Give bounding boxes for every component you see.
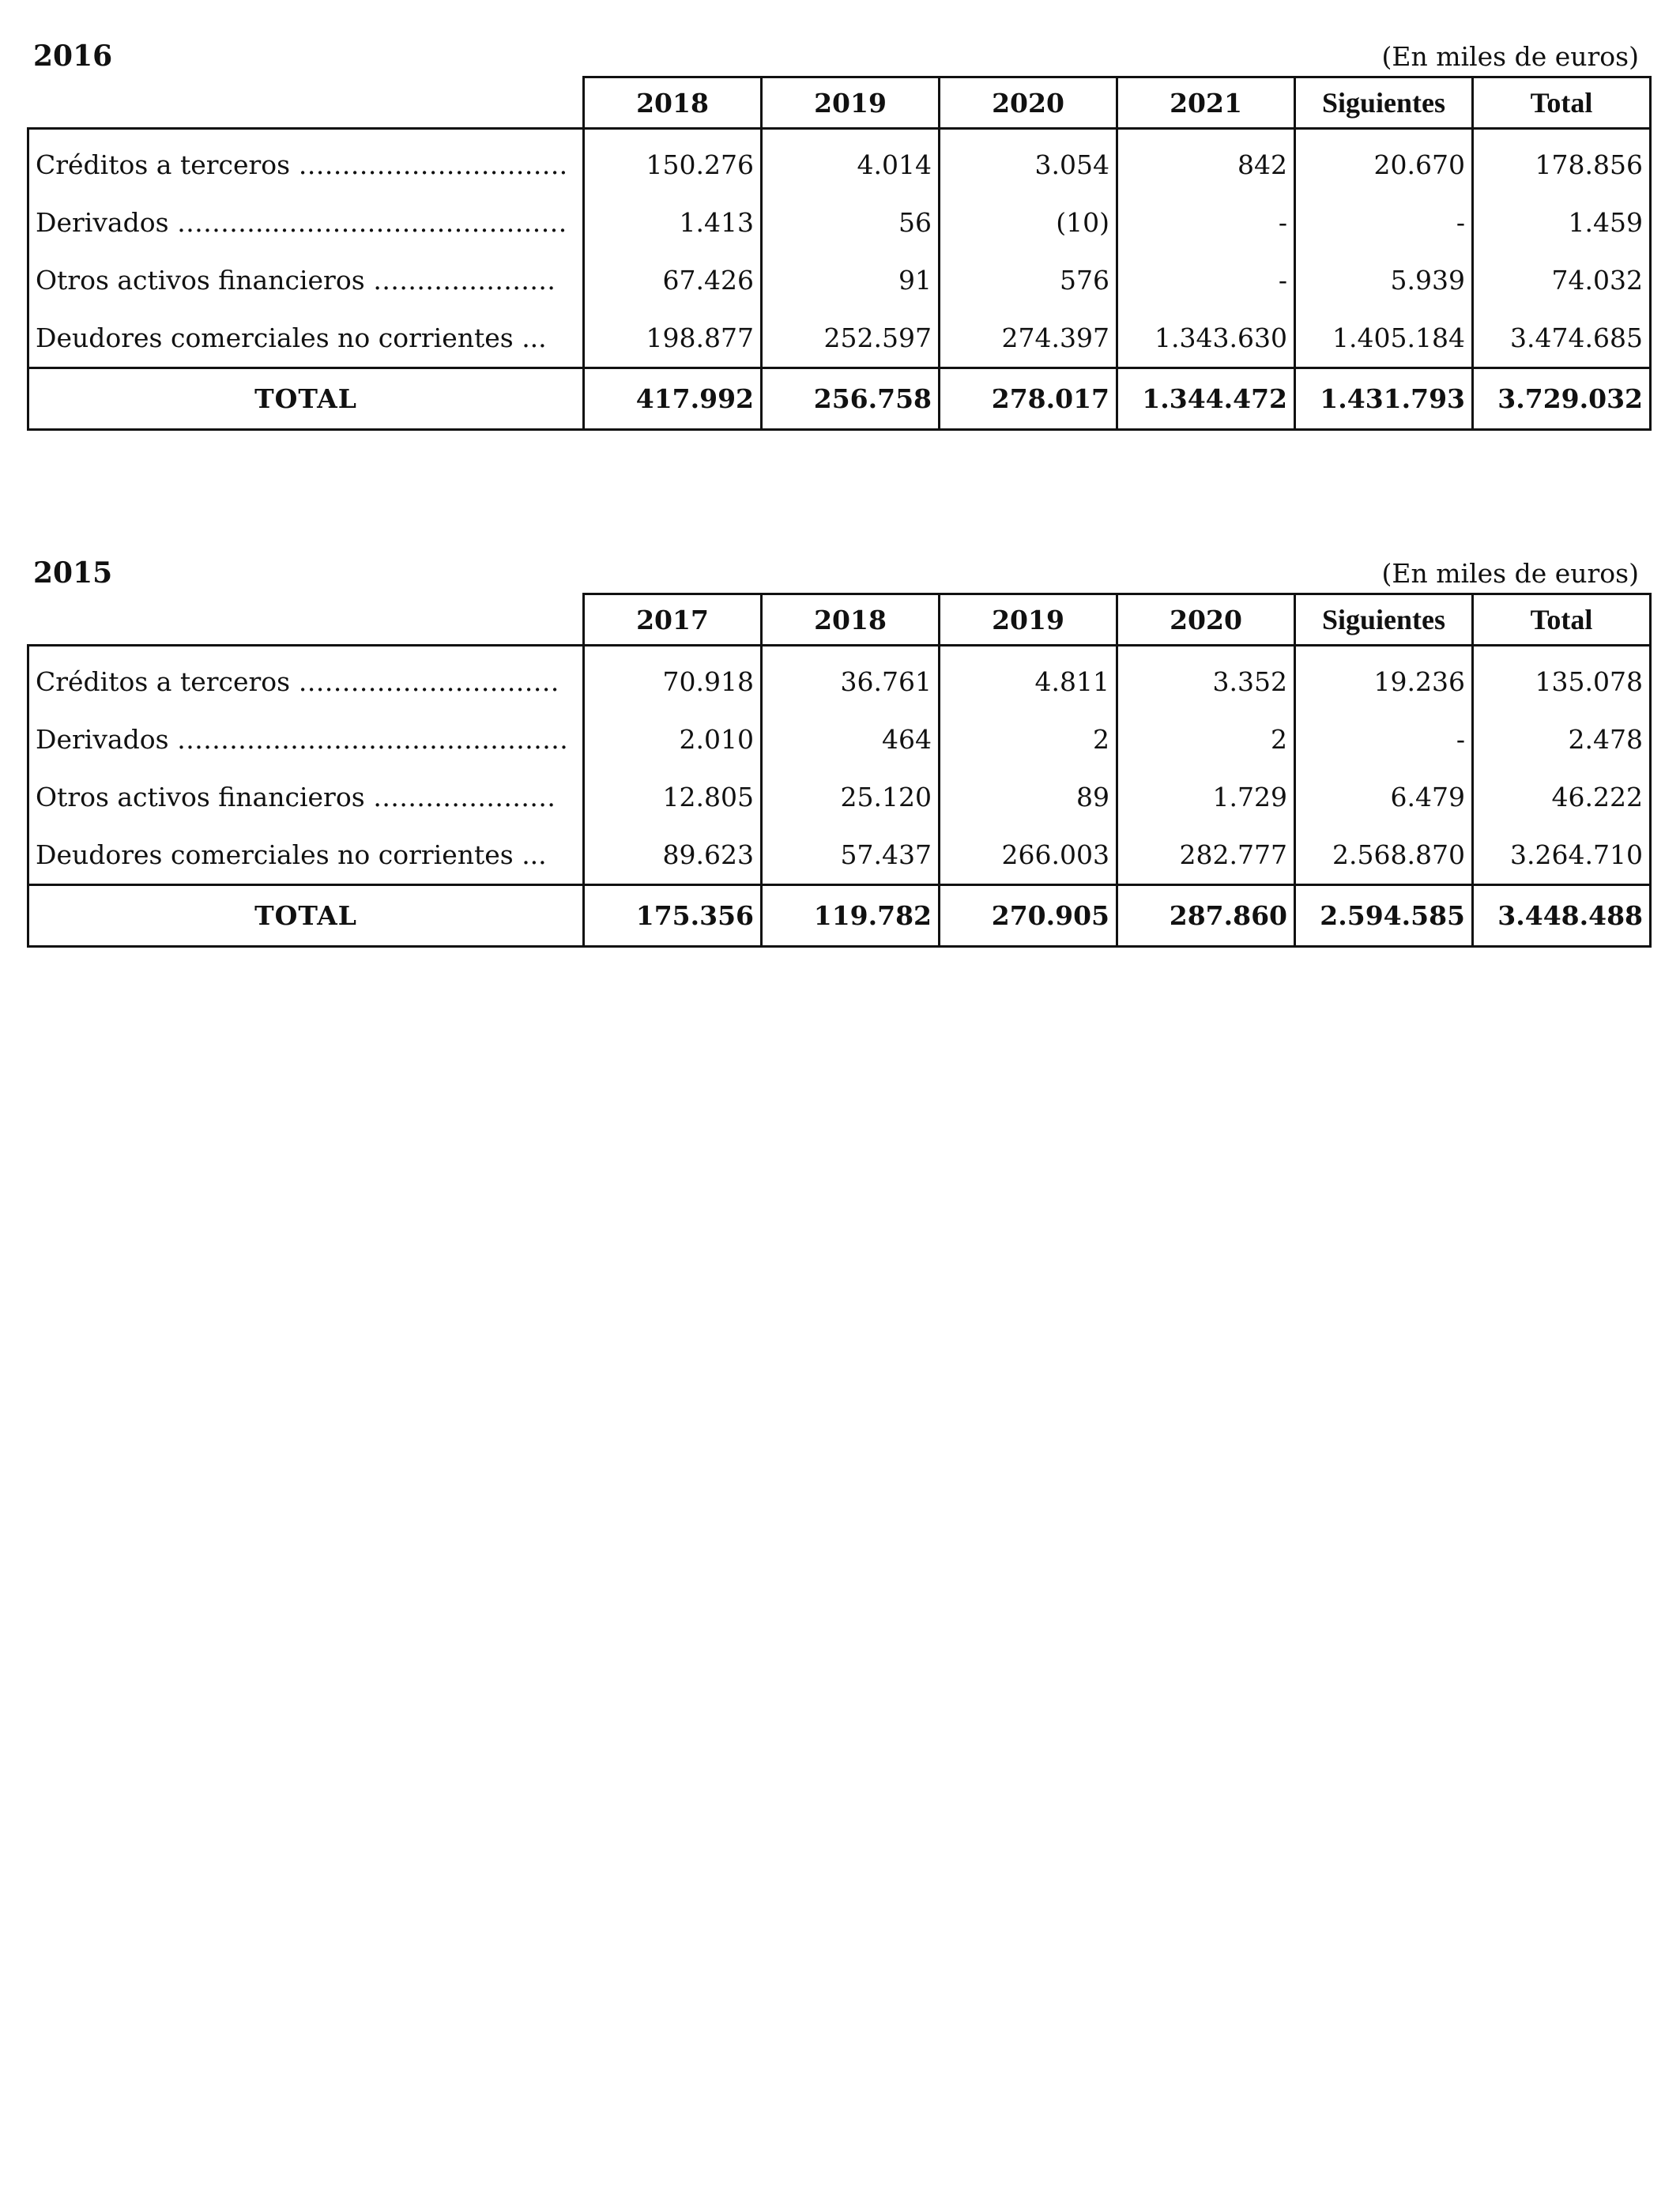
cell-value: 2	[1117, 711, 1295, 768]
cell-value: 3.474.685	[1473, 309, 1651, 368]
cell-value: -	[1117, 251, 1295, 309]
cell-value: -	[1295, 711, 1473, 768]
maturity-table	[27, 76, 1652, 431]
unit-note: (En miles de euros)	[1381, 41, 1639, 72]
column-header: Total	[1473, 77, 1651, 129]
cell-value: 464	[762, 711, 940, 768]
cell-value: 67.426	[584, 251, 762, 309]
cell-value: 150.276	[584, 129, 762, 194]
column-header: Siguientes	[1295, 594, 1473, 646]
cell-value: 274.397	[940, 309, 1117, 368]
total-value: 3.729.032	[1473, 368, 1651, 430]
cell-value: 4.811	[940, 646, 1117, 711]
cell-value: 2.478	[1473, 711, 1651, 768]
total-value: 417.992	[584, 368, 762, 430]
total-row	[28, 885, 1651, 947]
total-row	[28, 368, 1651, 430]
row-label: Derivados ………………………………………	[28, 711, 584, 768]
section-header	[27, 553, 1650, 593]
column-header: 2017	[584, 594, 762, 646]
cell-value: 135.078	[1473, 646, 1651, 711]
section-header	[27, 36, 1650, 76]
table-row	[28, 309, 1651, 368]
cell-value: 178.856	[1473, 129, 1651, 194]
cell-value: 20.670	[1295, 129, 1473, 194]
cell-value: -	[1295, 194, 1473, 251]
total-value: 278.017	[940, 368, 1117, 430]
cell-value: (10)	[940, 194, 1117, 251]
cell-value: 46.222	[1473, 768, 1651, 826]
cell-value: 2	[940, 711, 1117, 768]
total-value: 3.448.488	[1473, 885, 1651, 947]
table-row	[28, 768, 1651, 826]
table-row	[28, 646, 1651, 711]
row-label: Créditos a terceros …………………………	[28, 646, 584, 711]
cell-value: 6.479	[1295, 768, 1473, 826]
row-label: Deudores comerciales no corrientes ...	[28, 826, 584, 885]
column-header: 2020	[940, 77, 1117, 129]
cell-value: 198.877	[584, 309, 762, 368]
total-value: 119.782	[762, 885, 940, 947]
cell-value: 12.805	[584, 768, 762, 826]
unit-note: (En miles de euros)	[1381, 558, 1639, 589]
column-header: 2021	[1117, 77, 1295, 129]
total-value: 256.758	[762, 368, 940, 430]
cell-value: 4.014	[762, 129, 940, 194]
cell-value: 36.761	[762, 646, 940, 711]
cell-value: 25.120	[762, 768, 940, 826]
cell-value: 3.264.710	[1473, 826, 1651, 885]
cell-value: 19.236	[1295, 646, 1473, 711]
total-value: 2.594.585	[1295, 885, 1473, 947]
column-header: 2020	[1117, 594, 1295, 646]
total-value: 287.860	[1117, 885, 1295, 947]
table-section-2015	[27, 553, 1650, 948]
cell-value: 3.054	[940, 129, 1117, 194]
table-row	[28, 129, 1651, 194]
column-header: Total	[1473, 594, 1651, 646]
cell-value: 74.032	[1473, 251, 1651, 309]
total-label: TOTAL	[28, 368, 584, 430]
row-label: Derivados ………...……………………………	[28, 194, 584, 251]
column-header: 2018	[762, 594, 940, 646]
header-empty-cell	[28, 594, 584, 646]
cell-value: 3.352	[1117, 646, 1295, 711]
cell-value: 2.010	[584, 711, 762, 768]
cell-value: 1.459	[1473, 194, 1651, 251]
cell-value: 282.777	[1117, 826, 1295, 885]
table-row	[28, 826, 1651, 885]
total-value: 1.431.793	[1295, 368, 1473, 430]
total-label: TOTAL	[28, 885, 584, 947]
cell-value: 1.413	[584, 194, 762, 251]
table-row	[28, 251, 1651, 309]
cell-value: 1.405.184	[1295, 309, 1473, 368]
cell-value: 2.568.870	[1295, 826, 1473, 885]
header-row	[28, 594, 1651, 646]
table-section-2016	[27, 36, 1650, 431]
total-value: 270.905	[940, 885, 1117, 947]
column-header: 2019	[762, 77, 940, 129]
cell-value: 5.939	[1295, 251, 1473, 309]
cell-value: 91	[762, 251, 940, 309]
header-row	[28, 77, 1651, 129]
row-label: Créditos a terceros ………………………….	[28, 129, 584, 194]
total-value: 1.344.472	[1117, 368, 1295, 430]
year-title: 2016	[33, 40, 113, 73]
cell-value: 842	[1117, 129, 1295, 194]
cell-value: 89.623	[584, 826, 762, 885]
cell-value: 70.918	[584, 646, 762, 711]
cell-value: 252.597	[762, 309, 940, 368]
column-header: Siguientes	[1295, 77, 1473, 129]
table-row	[28, 711, 1651, 768]
row-label: Otros activos financieros …………………	[28, 251, 584, 309]
maturity-table	[27, 593, 1652, 948]
cell-value: 57.437	[762, 826, 940, 885]
cell-value: 1.729	[1117, 768, 1295, 826]
cell-value: -	[1117, 194, 1295, 251]
cell-value: 266.003	[940, 826, 1117, 885]
table-row	[28, 194, 1651, 251]
row-label: Deudores comerciales no corrientes ...	[28, 309, 584, 368]
column-header: 2019	[940, 594, 1117, 646]
header-empty-cell	[28, 77, 584, 129]
column-header: 2018	[584, 77, 762, 129]
cell-value: 56	[762, 194, 940, 251]
row-label: Otros activos financieros …………………	[28, 768, 584, 826]
total-value: 175.356	[584, 885, 762, 947]
cell-value: 576	[940, 251, 1117, 309]
cell-value: 1.343.630	[1117, 309, 1295, 368]
cell-value: 89	[940, 768, 1117, 826]
year-title: 2015	[33, 556, 113, 590]
